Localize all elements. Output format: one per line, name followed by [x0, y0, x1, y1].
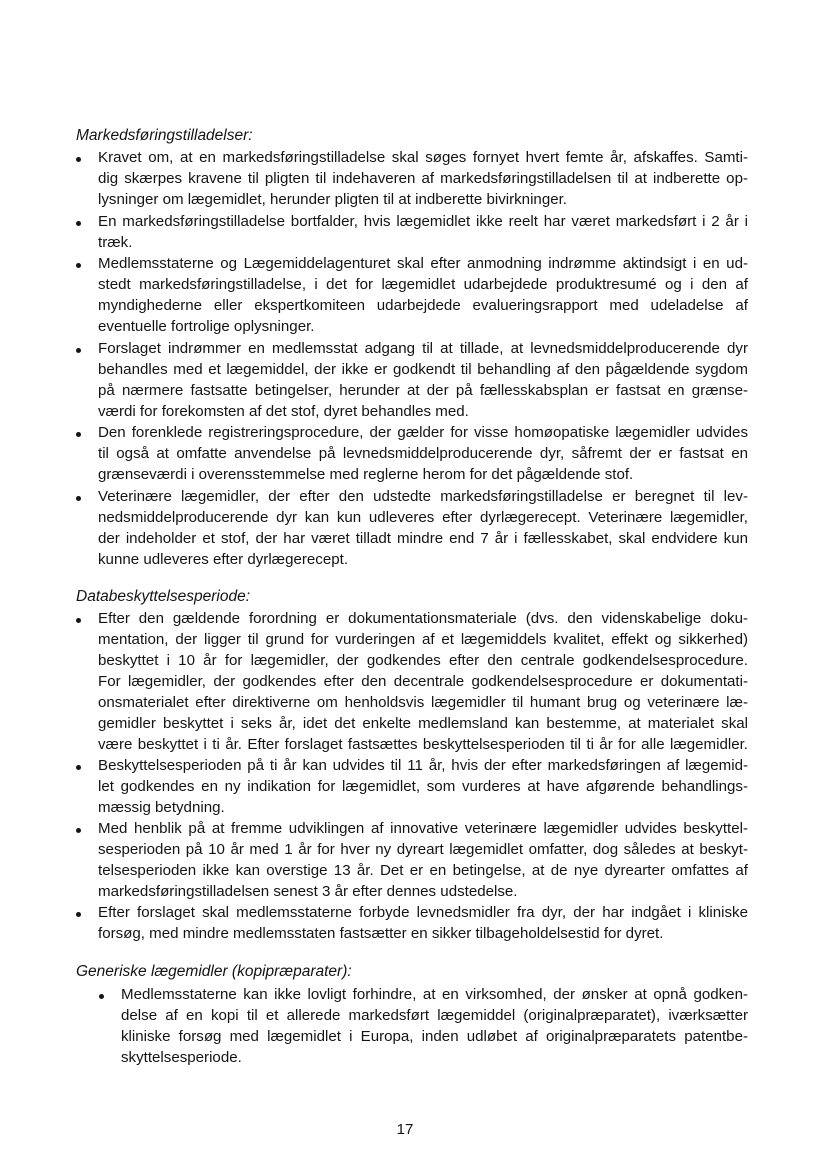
text-line: stedt markedsføringstilladelse, i det for lægemidlet udarbejdede produktresumé og i den af	[98, 276, 748, 293]
text-line: dig skærpes kravene til pligten til indehaveren af markedsføringstilladelsen til at indberette op-	[98, 170, 748, 187]
text-line: grænseværdi i overensstemmelse med reglerne herom for det pågældende stof.	[98, 466, 634, 483]
bullet-icon	[76, 912, 81, 917]
bullet-icon	[76, 221, 81, 226]
text-line: En markedsføringstilladelse bortfalder, hvis lægemidlet ikke reelt har været markedsført i 2 år i	[98, 213, 748, 230]
text-line: på nærmere fastsatte betingelser, herunder at der på fællesskabsplan er fastsat en grænse-	[98, 382, 748, 399]
text-line: være beskyttet i ti år. Efter forslaget fastsættes beskyttelsesperioden til ti år for alle lægemidler.	[98, 736, 748, 753]
page-number: 17	[396, 1121, 414, 1138]
text-line: Beskyttelsesperioden på ti år kan udvides til 11 år, hvis der efter markedsføringen af lægemid-	[98, 757, 748, 774]
text-line: onsmaterialet efter direktiverne om henholdsvis lægemidler til humant brug og veterinære læ-	[98, 694, 748, 711]
text-line: gemidler beskyttet i seks år, idet det enkelte medlemsland kan bestemme, at materialet skal	[98, 715, 748, 732]
text-line: til også at omfatte anvendelse på levnedsmiddelproducerende dyr, såfremt der er fastsat en	[98, 445, 748, 462]
text-line: forsøg, med mindre medlemsstaten fastsætter en sikker tilbageholdelsestid for dyret.	[98, 925, 664, 942]
text-line: mentation, der ligger til grund for vurderingen af et lægemiddels kvalitet, effekt og sikkerhed)	[98, 631, 748, 648]
text-line: mæssig betydning.	[98, 799, 225, 816]
text-line: let godkendes en ny indikation for lægemidlet, som vurderes at have afgørende behandlings-	[98, 778, 748, 795]
bullet-icon	[76, 496, 81, 501]
bullet-icon	[76, 263, 81, 268]
text-line: Kravet om, at en markedsføringstilladelse skal søges fornyet hvert femte år, afskaffes. Samti-	[98, 149, 748, 166]
text-line: telsesperioden ikke kan overstige 13 år. Det er en betingelse, at de nye dyrearter omfattes af	[98, 862, 748, 879]
text-line: Efter den gældende forordning er dokumentationsmateriale (dvs. den videnskabelige doku-	[98, 610, 748, 627]
text-line: værdi for forekomsten af det stof, dyret behandles med.	[98, 403, 469, 420]
text-line: træk.	[98, 234, 133, 251]
section-heading: Databeskyttelsesperiode:	[76, 588, 251, 605]
text-line: behandles med et lægemiddel, der ikke er godkendt til behandling af den pågældende sygdom	[98, 361, 748, 378]
text-line: For lægemidler, der godkendes efter den decentrale godkendelsesprocedure er dokumentati-	[98, 673, 748, 690]
text-line: kliniske forsøg med lægemidlet i Europa, inden udløbet af originalpræparatets patentbe-	[121, 1028, 748, 1045]
text-line: Medlemsstaterne kan ikke lovligt forhindre, at en virksomhed, der ønsker at opnå godken-	[121, 986, 748, 1003]
text-line: skyttelsesperiode.	[121, 1049, 242, 1066]
bullet-icon	[99, 994, 104, 999]
text-line: kunne udleveres efter dyrlægerecept.	[98, 551, 349, 568]
text-line: sesperioden på 10 år med 1 år for hver ny dyreart lægemidlet omfatter, dog således at beskyt-	[98, 841, 748, 858]
text-line: der indeholder et stof, der har været tilladt mindre end 7 år i fællesskabet, skal endvidere kun	[98, 530, 748, 547]
text-line: Medlemsstaterne og Lægemiddelagenturet skal efter anmodning indrømme aktindsigt i en ud-	[98, 255, 748, 272]
section-heading: Generiske lægemidler (kopipræparater):	[76, 963, 352, 980]
text-line: delse af en kopi til et allerede markedsført lægemiddel (originalpræparatet), iværksætter	[121, 1007, 748, 1024]
bullet-icon	[76, 432, 81, 437]
section-heading: Markedsføringstilladelser:	[76, 127, 253, 144]
text-line: markedsføringstilladelsen senest 3 år efter dennes udstedelse.	[98, 883, 518, 900]
bullet-icon	[76, 348, 81, 353]
bullet-icon	[76, 765, 81, 770]
bullet-icon	[76, 618, 81, 623]
text-line: Med henblik på at fremme udviklingen af innovative veterinære lægemidler udvides beskyttel-	[98, 820, 748, 837]
text-line: lysninger om lægemidlet, herunder pligten til at indberette bivirkninger.	[98, 191, 567, 208]
text-line: Efter forslaget skal medlemsstaterne forbyde levnedsmidler fra dyr, der har indgået i kliniske	[98, 904, 748, 921]
bullet-icon	[76, 157, 81, 162]
text-line: beskyttet i 10 år for lægemidler, der godkendes efter den centrale godkendelsesprocedure.	[98, 652, 748, 669]
text-line: Den forenklede registreringsprocedure, der gælder for visse homøopatiske lægemidler udvides	[98, 424, 748, 441]
text-line: Veterinære lægemidler, der efter den udstedte markedsføringstilladelse er beregnet til lev-	[98, 488, 748, 505]
text-line: Forslaget indrømmer en medlemsstat adgang til at tillade, at levnedsmiddelproducerende dyr	[98, 340, 748, 357]
text-line: eventuelle fortrolige oplysninger.	[98, 318, 315, 335]
text-line: nedsmiddelproducerende dyr kan kun udleveres efter dyrlægerecept. Veterinære lægemidler,	[98, 509, 748, 526]
bullet-icon	[76, 828, 81, 833]
text-line: myndighederne eller ekspertkomiteen udarbejdede evalueringsrapport med udeladelse af	[98, 297, 748, 314]
